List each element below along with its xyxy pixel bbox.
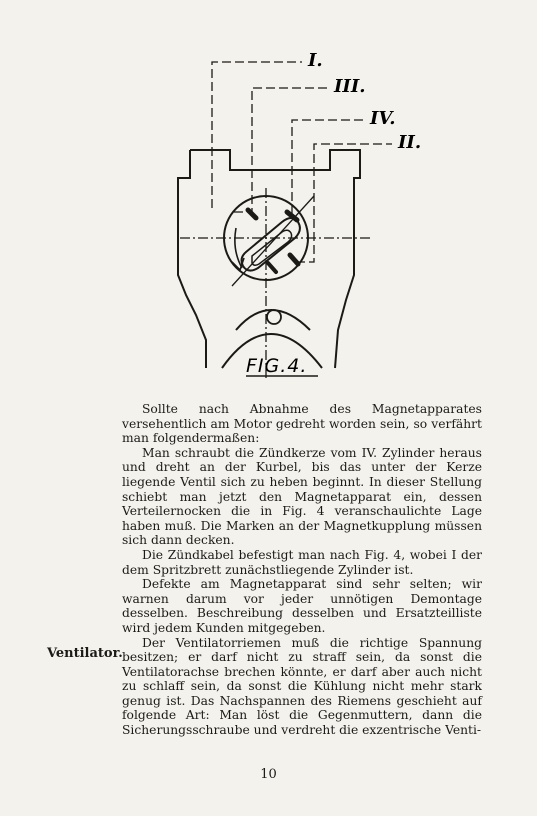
page-number: 10: [260, 767, 277, 782]
paragraph-2: Man schraubt die Zündkerze vom IV. Zylinder heraus und dreht an der Kurbel, bis das unter der Kerze liegende Ventil sich zu heben beginnt. In dieser Stellung schiebt man jetzt den Magnetapparat ein, dessen Verteilernocken die in Fig. 4 veranschaulichte Lage haben muß. Die Marken an der Magnetkupplung müssen sich dann decken.: [122, 445, 482, 548]
figure-caption: FIG.4.: [246, 355, 308, 377]
marker-i: I.: [308, 50, 323, 71]
marker-ii: II.: [398, 132, 422, 153]
ventilator-paragraph: Der Ventilatorriemen muß die richtige Spannung besitzen; er darf nicht zu straff sein, da sonst die Ventilatorachse brechen könnte, er darf aber auch nicht zu schlaff sein, da sonst die Kühlung nicht mehr stark genug ist. Das Nachspannen des Riemens geschieht auf folgende Art: Man löst die Gegenmuttern, dann die Sicherungsschraube und verdreht die exzentrische Venti-: [122, 635, 482, 738]
margin-heading-ventilator: Ventilator.: [47, 646, 123, 661]
paragraph-4: Defekte am Magnetapparat sind sehr selten; wir warnen darum vor jeder unnötigen Demontage desselben. Beschreibung desselben und Ersatzteilliste wird jedem Kunden mitgegeben.: [122, 577, 482, 635]
magneto-diagram: [0, 0, 537, 380]
paragraph-1: Sollte nach Abnahme des Magnetapparates versehentlich am Motor gedreht worden sein, so verfährt man folgendermaßen:: [122, 402, 482, 446]
main-text: [122, 402, 482, 738]
figure-4: [0, 0, 537, 380]
marker-iii: III.: [334, 76, 366, 97]
marker-iv: IV.: [370, 108, 396, 129]
paragraph-3: Die Zündkabel befestigt man nach Fig. 4, wobei I der dem Spritzbrett zunächstliegende Zylinder ist.: [122, 547, 482, 577]
